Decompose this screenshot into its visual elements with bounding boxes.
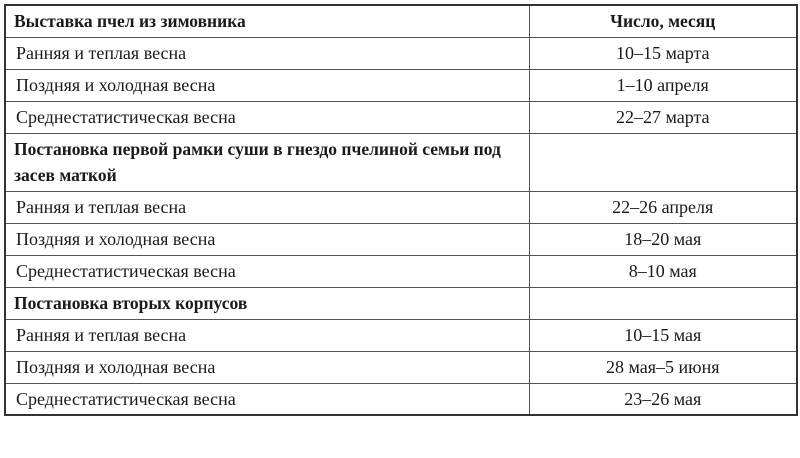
section-date-empty — [529, 133, 797, 191]
table-row — [5, 223, 797, 255]
table-header-row — [5, 5, 797, 37]
row-label: Среднестатистическая весна — [5, 101, 529, 133]
section-title-hive-removal: Выставка пчел из зимовника — [5, 5, 529, 37]
row-label: Среднестатистическая весна — [5, 255, 529, 287]
table-row — [5, 69, 797, 101]
row-label: Ранняя и теплая весна — [5, 191, 529, 223]
document-page — [4, 4, 796, 416]
row-label: Поздняя и холодная весна — [5, 223, 529, 255]
table-row — [5, 383, 797, 415]
row-date: 23–26 мая — [529, 383, 797, 415]
bee-calendar-table — [4, 4, 798, 416]
row-date: 10–15 мая — [529, 319, 797, 351]
table-row — [5, 255, 797, 287]
table-row — [5, 319, 797, 351]
row-label: Поздняя и холодная весна — [5, 351, 529, 383]
section-row-second-bodies — [5, 287, 797, 319]
row-date: 8–10 мая — [529, 255, 797, 287]
table-row — [5, 101, 797, 133]
row-date: 10–15 марта — [529, 37, 797, 69]
row-label: Ранняя и теплая весна — [5, 319, 529, 351]
column-header-date: Число, месяц — [529, 5, 797, 37]
row-date: 28 мая–5 июня — [529, 351, 797, 383]
row-label: Поздняя и холодная весна — [5, 69, 529, 101]
table-row — [5, 351, 797, 383]
row-label: Среднестатистическая весна — [5, 383, 529, 415]
section-title-first-frame: Постановка первой рамки суши в гнездо пчелиной семьи под засев маткой — [5, 133, 529, 191]
row-label: Ранняя и теплая весна — [5, 37, 529, 69]
row-date: 1–10 апреля — [529, 69, 797, 101]
section-row-first-frame — [5, 133, 797, 191]
row-date: 22–27 марта — [529, 101, 797, 133]
table-row — [5, 37, 797, 69]
row-date: 18–20 мая — [529, 223, 797, 255]
row-date: 22–26 апреля — [529, 191, 797, 223]
section-title-second-bodies: Постановка вторых корпусов — [5, 287, 529, 319]
table-row — [5, 191, 797, 223]
section-date-empty — [529, 287, 797, 319]
